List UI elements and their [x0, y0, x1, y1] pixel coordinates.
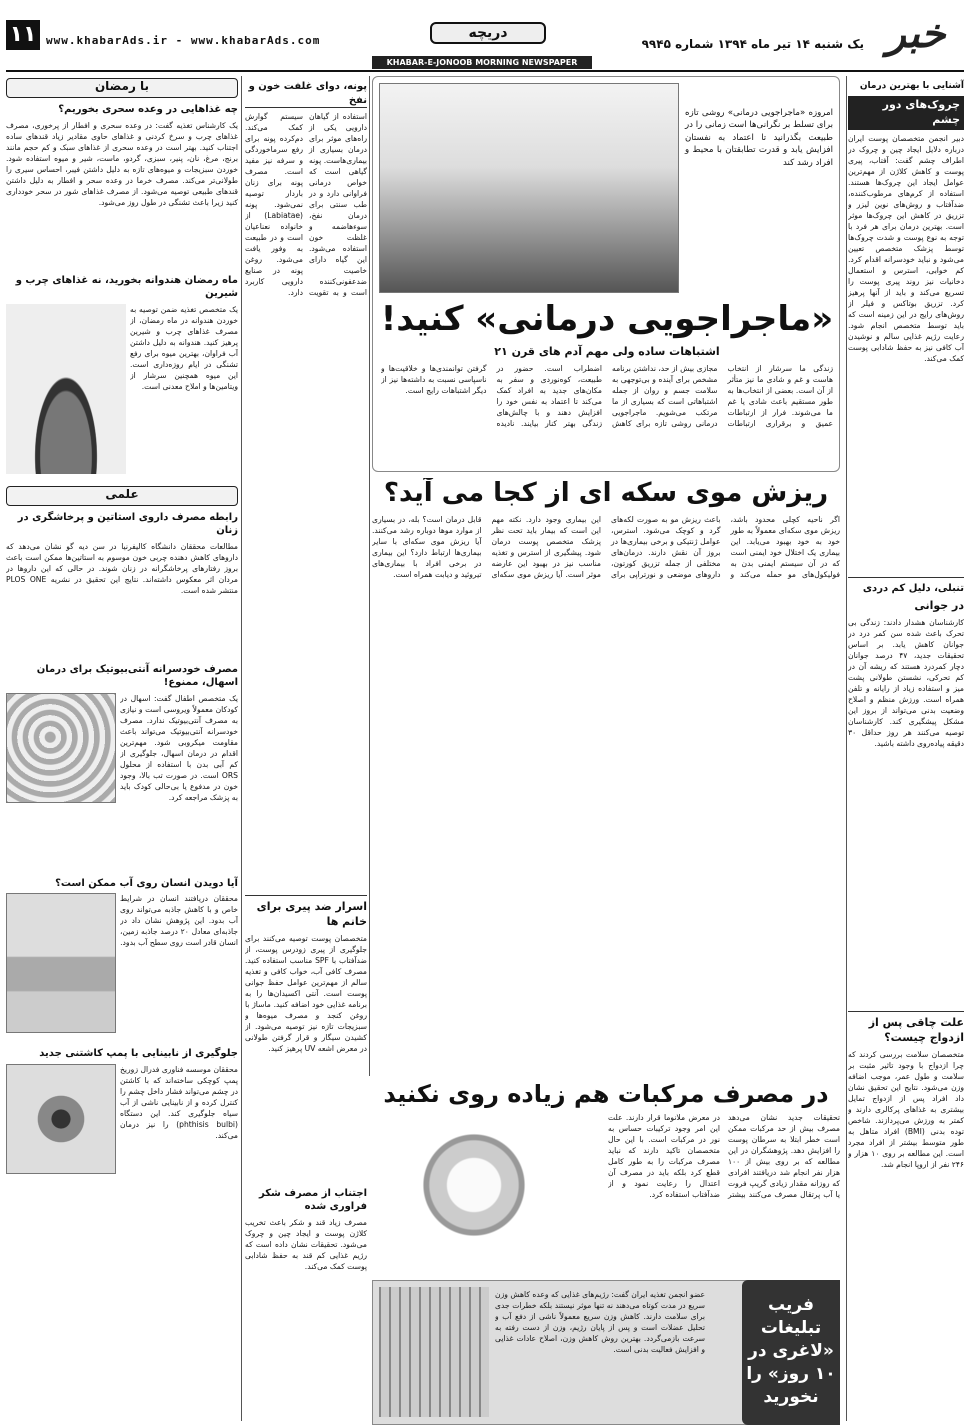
- citrus-headline: در مصرف مرکبات هم زیاده روی نکنید: [383, 1080, 829, 1108]
- right-kicker-1: آشنایی با بهترین درمان: [859, 81, 964, 91]
- right-title-1: چروک‌های دور چشم: [848, 96, 964, 130]
- middle-title-1: پونه، دوای غلفت خون و نفخ: [245, 80, 367, 108]
- newspaper-logo: خبر: [886, 10, 946, 57]
- right-body-3: متخصصان سلامت بررسی کردند که چرا ازدواج با وجود تاثیر مثبت بر سلامت و طول عمر، موجب اضافه وزن می‌شود. نتایج این تحقیق نشان داد افراد پس از ازدواج تمایل بیشتری به غذاهای پرکالری دارند و کمتر به ورزش می‌پردازند. شاخص توده بدنی (BMI) افراد متاهل به طور متوسط بیشتر از افراد مجرد است. این مطالعه بر روی ۱۰ هزار و ۲۴۶ نفر از اروپا انجام شد.: [848, 1049, 964, 1169]
- section-title: دریچه: [430, 22, 546, 44]
- left-title-1: چه غذاهایی در وعده سحری بخوریم؟: [58, 104, 238, 115]
- feature-caption: امروزه «ماجراجویی درمانی» روشی تازه برای تسلط بر نگرانی‌ها است زمانی را در طبیعت بگذرانید تا اعتماد به نفستان افزایش یابد و قدرت تطابقتان با محیط و افراد رشد کند: [684, 108, 833, 168]
- right-title-3: علت چاقی پس از ازدواج چیست؟: [848, 1011, 964, 1046]
- left-body-1: یک کارشناس تغذیه گفت: در وعده سحری و افطار از پرخوری، مصرف غذاهای چرب و سرخ کردنی و غذاهای حاوی مقادیر زیاد قندهای ساده اجتناب کنید. بهتر است در وعده سحری از غذاهای سبک و کم حجم مانند برنج، مرغ، نان، پنیر، سبزی، گردو، ماست، شیر و میوه استفاده شود. خوردن سبزیجات و میوه‌های تازه به دلیل داشتن فیبر، احساس سیری را طولانی‌تر می‌کند. مصرف خرما در وعده سحر و افطار به دلیل داشتن قندهای طبیعی توصیه می‌شود. از مصرف غذاهای شور در سحر خودداری کنید زیرا باعث تشنگی در طول روز می‌شود.: [6, 120, 238, 207]
- right-title-2: در جوانی: [914, 599, 964, 613]
- feature-body: زندگی ما سرشار از انتخاب هاست و غم و شادی ما نیز متأثر از آن است. بعضی از انتخاب‌ها به طور مستقیم باعث شادی یا غم ما می‌شوند. فرار از ارتباطات عمیق و برقراری ارتباطات مجازی بیش از حد، نداشتن برنامه مشخص برای آینده و بی‌توجهی به سلامت جسم و روان از جمله اشتباهاتی است که بسیاری از ما مرتکب می‌شویم. ماجراجویی درمانی روشی تازه برای کاهش اضطراب است. حضور در طبیعت، کوه‌نوردی و سفر به مکان‌های جدید به افراد کمک می‌کند تا اعتماد به نفس خود را افزایش دهند و با چالش‌های زندگی بهتر کنار بیایند. نادیده گرفتن توانمندی‌ها و خلاقیت‌ها و ناسپاسی نسبت به داشته‌ها نیز از دیگر اشتباهات رایج است.: [381, 364, 833, 428]
- feature-article: [372, 76, 840, 472]
- beach-photo: [6, 893, 116, 1033]
- newspaper-strap: KHABAR-E-JONOOB MORNING NEWSPAPER: [372, 56, 592, 69]
- left-body-2: یک متخصص تغذیه ضمن توصیه به خوردن هندوانه در ماه رمضان، از مصرف غذاهای چرب و شیرین پرهیز کنید. هندوانه به دلیل داشتن آب فراوان، بهترین میوه برای رفع تشنگی در ایام روزه‌داری است. این میوه همچنین سرشار از ویتامین‌ها و املاح معدنی است.: [130, 304, 238, 391]
- pills-photo: [6, 693, 116, 803]
- middle-title-2: اسرار ضد پیری برای خانم ها: [245, 895, 367, 930]
- section-ramadan: با رمضان: [6, 78, 238, 98]
- right-body-2: کارشناسان هشدار دادند: زندگی بی تحرک باعث شده سن کمر درد در جوانان کاهش یابد. بر اساس تحقیقات جدید، ۴۷ درصد جوانان دچار کمردرد هستند که ریشه آن در کم تحرکی، نشستن طولانی پشت میز و استفاده زیاد از رایانه و تلفن همراه است. ورزش منظم و اصلاح وضعیت بدنی می‌تواند از بروز این مشکل پیشگیری کند. کارشناسان توصیه می‌کنند هر روز حداقل ۳۰ دقیقه پیاده‌روی داشته باشید.: [848, 618, 964, 749]
- feature-subhead: اشتباهات ساده ولی مهم آدم های قرن ۲۱: [494, 345, 720, 358]
- left-title-3: رابطه مصرف داروی استاتین و پرخاشگری در زنان: [17, 511, 238, 536]
- divider: [369, 76, 370, 1076]
- middle-column: [245, 76, 367, 1426]
- left-title-5: آیا دویدن انسان روی آب ممکن است؟: [55, 877, 238, 889]
- page-number: ۱۱: [6, 20, 40, 50]
- website-url[interactable]: www.khabarAds.ir - www.khabarAds.com: [46, 34, 321, 47]
- feature-headline: «ماجراجویی درمانی» کنید!: [380, 299, 834, 339]
- left-column: [6, 76, 238, 1426]
- middle-body-2: متخصصان پوست توصیه می‌کنند برای جلوگیری از پیری زودرس پوست، از ضدآفتاب با SPF مناسب استفاده کنید. مصرف کافی آب، خواب کافی و تغذیه سالم از مهم‌ترین عوامل حفظ جوانی پوست است. آنتی اکسیدان‌ها را به برنامه غذایی خود اضافه کنید. ماساژ با روغن کنجد و مصرف میوه‌ها و سبزیجات تازه نیز توصیه می‌شود. از کشیدن سیگار و قرار گرفتن طولانی در معرض اشعه UV پرهیز کنید.: [245, 933, 367, 1053]
- diet-promo-title: فریب تبلیغات «لاغری در ۱۰ روز» را نخورید: [742, 1280, 840, 1425]
- right-body-1: دبیر انجمن متخصصان پوست ایران درباره دلایل ایجاد چین و چروک در اطراف چشم گفت: آفتاب، پیری پوست و کاهش کلاژن از مهم‌ترین عوامل ایجاد این چروک‌ها هستند. استفاده از کرم‌های مرطوب‌کننده، ضدآفتاب و روش‌های نوین لیزر و تزریق در کاهش این چروک‌ها موثر است. بهترین درمان برای هر فرد با توجه به نوع پوست و شدت چروک‌ها توسط پزشک متخصص تعیین می‌شود و نباید خودسرانه اقدام کرد. کم خوابی، استرس و استعمال دخانیات نیز روند پیری پوست را تسریع می‌کند و باید از آنها پرهیز کرد. تزریق بوتاکس و فیلر از روش‌های رایج در این زمینه است که باید توسط متخصص انجام شود. رعایت رژیم غذایی سالم و نوشیدن آب کافی نیز به حفظ شادابی پوست کمک می‌کند.: [848, 133, 964, 363]
- divider: [846, 76, 847, 1421]
- middle-body-3: مصرف زیاد قند و شکر باعث تخریب کلاژن پوست و ایجاد چین و چروک می‌شود. تحقیقات نشان داده است که رژیم غذایی کم قند به حفظ شادابی پوست کمک می‌کند.: [245, 1217, 367, 1271]
- right-kicker-2: تنبلی، دلیل کم دردی: [848, 577, 964, 596]
- left-body-5: محققان دریافتند انسان در شرایط خاص و با کاهش جاذبه می‌تواند روی آب بدود. این پژوهش نشان داد در جاذبه‌ای معادل ۲۰ درصد جاذبه زمین، انسان قادر است روی سطح آب بدود.: [120, 894, 238, 947]
- measuring-tape-photo: [379, 1287, 489, 1417]
- middle-title-3: اجتناب از مصرف شکر فراوری شده: [259, 1187, 367, 1213]
- water-run-block: [6, 893, 238, 1043]
- citrus-photo: [420, 1110, 600, 1260]
- eye-pump-block: [6, 1064, 238, 1194]
- hair-body: اگر ناحیه کچلی محدود باشد، ریزش موی سکه‌ای معمولاً به طور خود به خود بهبود می‌یابد. این بیماری یک اختلال خود ایمنی است که در آن سیستم ایمنی بدن به فولیکول‌های مو حمله می‌کند و باعث ریزش مو به صورت لکه‌های گرد و کوچک می‌شود. استرس، عوامل ژنتیکی و برخی بیماری‌ها در بروز آن نقش دارند. درمان‌های مختلفی از جمله تزریق کورتون، داروهای موضعی و نورتراپی برای این بیماری وجود دارد. نکته مهم این است که بیمار باید تحت نظر پزشک متخصص پوست درمان شود. پیشگیری از استرس و تغذیه مناسب نیز در بهبود این عارضه موثر است. آیا ریزش موی سکه‌ای قابل درمان است؟ بله، در بسیاری از موارد موها دوباره رشد می‌کنند. آیا ریزش موی سکه‌ای با سایر بیماری‌ها ارتباط دارد؟ این بیماری در برخی افراد با بیماری‌های تیروئید و دیابت همراه است.: [372, 515, 840, 579]
- divider: [241, 76, 242, 1421]
- dateline: یک شنبه ۱۴ تیر ماه ۱۳۹۴ شماره ۹۹۴۵: [641, 37, 864, 51]
- left-body-4: یک متخصص اطفال گفت: اسهال در کودکان معمولاً ویروسی است و نیازی به مصرف آنتی‌بیوتیک ندارد. مصرف خودسرانه آنتی‌بیوتیک می‌تواند باعث مقاومت میکروبی شود. مهم‌ترین اقدام در درمان اسهال، جلوگیری از کم آبی بدن با استفاده از محلول ORS است. در صورت تب بالا، وجود خون در مدفوع یا بی‌حالی کودک باید به پزشک مراجعه کرد.: [120, 693, 238, 802]
- citrus-body: تحقیقات جدید نشان می‌دهد مصرف بیش از حد مرکبات ممکن است خطر ابتلا به سرطان پوست را افزایش دهد. پژوهشگران در این مطالعه که بر روی بیش از ۱۰۰ هزار نفر انجام شد دریافتند افرادی که روزانه مقدار زیادی گریپ فروت یا آب پرتقال مصرف می‌کنند بیشتر در معرض ملانوما قرار دارند. علت این امر وجود ترکیبات حساس به نور در مرکبات است. با این حال متخصصان تاکید دارند که نباید مصرف مرکبات را به طور کامل قطع کرد بلکه باید در مصرف آن اعتدال را رعایت نمود و از ضدآفتاب استفاده کرد.: [608, 1113, 840, 1199]
- watermelon-photo: [6, 304, 126, 474]
- hiker-photo: [379, 83, 679, 293]
- left-title-2: ماه رمضان هندوانه بخورید، نه غذاهای چرب و شیرین: [15, 274, 238, 299]
- left-body-3: مطالعات محققان دانشگاه کالیفرنیا در سن دیه گو نشان می‌دهد که داروهای کاهش دهنده چربی خون موسوم به استاتین‌ها ممکن است باعث بروز رفتارهای پرخاشگرانه در زنان شوند. در حالی که این داروها در مردان اثر معکوس داشته‌اند. نتایج این تحقیق در نشریه PLOS ONE منتشر شده است.: [6, 541, 238, 595]
- right-column: [848, 76, 964, 1426]
- left-body-6: محققان موسسه فناوری فدرال زوریخ پمپ کوچکی ساخته‌اند که با کاشتن در چشم می‌تواند فشار داخل چشم را کنترل کرده و از نابینایی ناشی از آب سیاه جلوگیری کند. این دستگاه (phthisis bulbi) را نیز درمان می‌کند.: [120, 1064, 238, 1140]
- hair-headline: ریزش موی سکه ای از کجا می آید؟: [383, 478, 829, 508]
- left-title-4: مصرف خودسرانه آنتی‌بیوتیک برای درمان اسهال، ممنوع!: [36, 663, 238, 688]
- masthead: [0, 0, 970, 72]
- section-science: علمی: [6, 486, 238, 506]
- eye-photo: [6, 1064, 116, 1174]
- antibiotic-block: [6, 693, 238, 873]
- middle-body-1: استفاده از گیاهان دارویی یکی از راه‌های موثر برای درمان بسیاری از بیماری‌هاست. پونه گیاهی است که خواص درمانی فراوانی دارد و در طب سنتی برای درمان نفخ، سوءهاضمه و غلظت خون استفاده می‌شود. این گیاه دارای خاصیت ضدعفونی‌کننده است و به تقویت سیستم گوارش کمک می‌کند. دم‌کرده پونه برای رفع سرماخوردگی و سرفه نیز مفید است. مصرف پونه برای زنان باردار توصیه نمی‌شود. پونه (Labiatae) از خانواده نعناعیان است و در طبیعت به وفور یافت می‌شود. روغن پونه در صنایع دارویی کاربرد دارد.: [245, 112, 367, 297]
- diet-body: عضو انجمن تغذیه ایران گفت: رژیم‌های غذایی که وعده کاهش وزن سریع در مدت کوتاه می‌دهند نه تنها موثر نیستند بلکه خطرات جدی برای سلامت دارند. کاهش وزن سریع معمولاً ناشی از دفع آب و تحلیل عضلات است و پس از پایان رژیم، وزن از دست رفته به سرعت بازمی‌گردد. بهترین روش کاهش وزن، اصلاح عادات غذایی و افزایش فعالیت بدنی است.: [495, 1290, 705, 1354]
- header-rule: [6, 70, 964, 72]
- watermelon-block: [6, 304, 238, 484]
- left-title-6: جلوگیری از نابینایی با پمپ کاشتنی جدید: [39, 1048, 238, 1059]
